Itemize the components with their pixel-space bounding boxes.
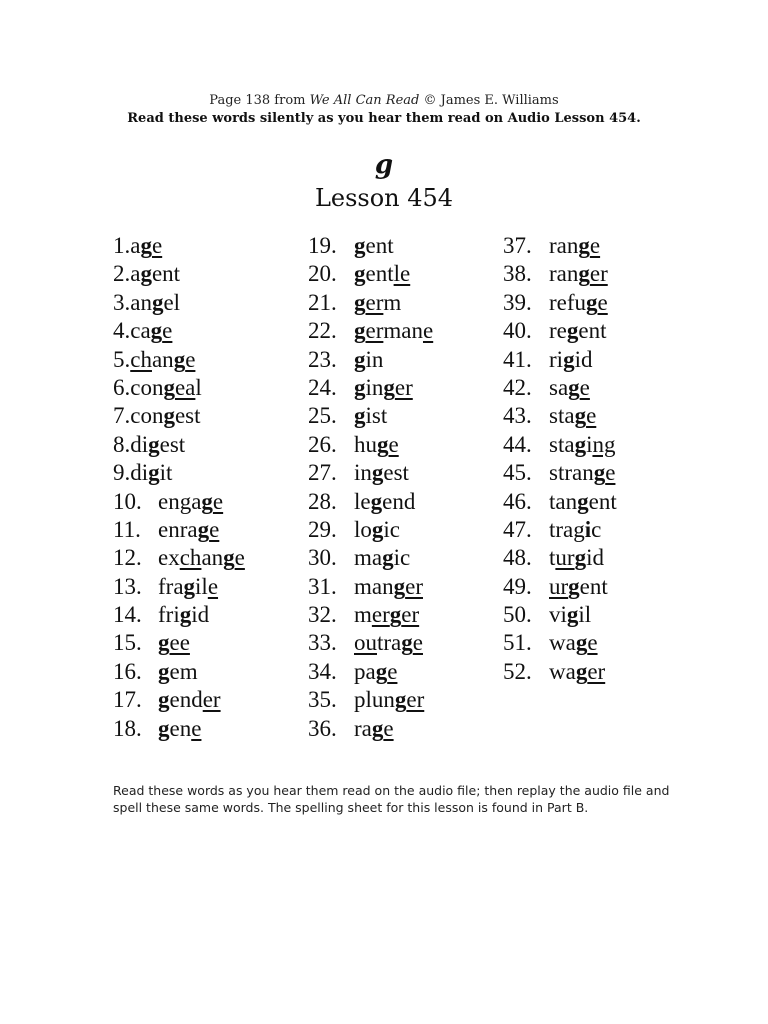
- item-number: 25.: [308, 403, 337, 429]
- item-number: 20.: [308, 261, 337, 287]
- word-text: angel: [130, 289, 181, 315]
- item-number: 38.: [503, 261, 532, 287]
- word-text: stage: [549, 403, 597, 429]
- copyright-notice: © James E. Williams: [419, 93, 559, 108]
- word-text: gentle: [354, 261, 411, 287]
- item-number: 14.: [113, 602, 142, 628]
- item-number: 33.: [308, 630, 337, 656]
- word-list-item: [308, 402, 433, 430]
- word-list-item: [308, 232, 433, 260]
- word-list-item: [113, 715, 245, 743]
- item-number: 37.: [503, 233, 532, 258]
- item-number: 5.: [113, 346, 131, 372]
- item-number: 27.: [308, 460, 337, 486]
- item-number: 18.: [113, 715, 142, 741]
- word-list-item: [113, 260, 245, 288]
- word-text: frigid: [158, 602, 210, 628]
- word-list-item: [308, 317, 433, 345]
- word-text: wage: [549, 630, 598, 656]
- item-number: 12.: [113, 545, 142, 571]
- item-number: 43.: [503, 403, 532, 429]
- word-text: cage: [130, 318, 173, 344]
- word-list-item: [308, 289, 433, 317]
- word-text: ranger: [549, 261, 608, 287]
- word-text: range: [549, 233, 601, 258]
- word-list-item: [113, 431, 245, 459]
- word-text: urgent: [549, 573, 608, 599]
- word-list-item: [308, 346, 433, 374]
- word-text: tragic: [549, 516, 602, 542]
- word-column-2: [308, 232, 433, 743]
- word-text: merger: [354, 602, 420, 628]
- item-number: 52.: [503, 658, 532, 684]
- item-number: 17.: [113, 687, 142, 713]
- word-list-item: [503, 402, 617, 430]
- item-number: 47.: [503, 516, 532, 542]
- book-title: We All Can Read: [309, 93, 420, 108]
- word-list-item: [113, 289, 245, 317]
- word-list-item: [503, 260, 617, 288]
- item-number: 26.: [308, 431, 337, 457]
- source-prefix: Page 138 from: [209, 93, 310, 108]
- word-list-item: [308, 431, 433, 459]
- word-list-item: [503, 629, 617, 657]
- word-list-item: [308, 374, 433, 402]
- item-number: 19.: [308, 233, 337, 258]
- word-text: magic: [354, 545, 411, 571]
- word-list-item: [503, 289, 617, 317]
- footer-note: Read these words as you hear them read on the audio file; then replay the audio file and spell these same words. The spelling sheet for this lesson is found in Part B.: [113, 783, 670, 815]
- word-list-item: [308, 459, 433, 487]
- word-list-item: [308, 601, 433, 629]
- word-list-item: [503, 431, 617, 459]
- item-number: 16.: [113, 658, 142, 684]
- item-number: 40.: [503, 318, 532, 344]
- word-list-item: [113, 232, 245, 260]
- word-text: exchange: [158, 545, 245, 571]
- word-list-item: [503, 573, 617, 601]
- word-text: gin: [354, 346, 384, 372]
- word-list-item: [113, 516, 245, 544]
- word-text: wager: [549, 658, 606, 684]
- item-number: 45.: [503, 460, 532, 486]
- item-number: 31.: [308, 573, 337, 599]
- item-number: 22.: [308, 318, 337, 344]
- word-list-item: [308, 686, 433, 714]
- word-text: rigid: [549, 346, 593, 372]
- word-list-item: [113, 544, 245, 572]
- word-text: ginger: [354, 374, 413, 400]
- word-text: digit: [130, 460, 173, 486]
- instruction-text: Read these words silently as you hear them read on Audio Lesson 454.: [127, 111, 641, 126]
- word-list-item: [113, 402, 245, 430]
- word-text: gee: [158, 630, 190, 656]
- word-text: turgid: [549, 545, 604, 571]
- word-list-item: [113, 629, 245, 657]
- word-list-item: [308, 658, 433, 686]
- word-text: refuge: [549, 289, 608, 315]
- word-list-item: [503, 232, 617, 260]
- word-list-item: [113, 601, 245, 629]
- word-text: gene: [158, 715, 202, 741]
- item-number: 6.: [113, 374, 131, 400]
- word-text: outrage: [354, 630, 423, 656]
- lesson-letter: g: [374, 150, 394, 180]
- word-text: digest: [130, 431, 186, 457]
- word-list-item: [113, 374, 245, 402]
- word-column-3: [503, 232, 617, 686]
- word-text: age: [130, 233, 163, 258]
- item-number: 8.: [113, 431, 131, 457]
- word-list-item: [503, 601, 617, 629]
- word-list-item: [308, 260, 433, 288]
- item-number: 32.: [308, 602, 337, 628]
- word-text: legend: [354, 488, 416, 514]
- item-number: 44.: [503, 431, 532, 457]
- word-text: tangent: [549, 488, 617, 514]
- item-number: 49.: [503, 573, 532, 599]
- word-text: regent: [549, 318, 607, 344]
- item-number: 46.: [503, 488, 532, 514]
- word-list-item: [308, 573, 433, 601]
- word-text: fragile: [158, 573, 219, 599]
- word-text: change: [130, 346, 196, 372]
- item-number: 39.: [503, 289, 532, 315]
- item-number: 41.: [503, 346, 532, 372]
- word-list-item: [113, 488, 245, 516]
- item-number: 7.: [113, 403, 131, 429]
- word-text: rage: [354, 715, 394, 741]
- item-number: 3.: [113, 289, 131, 315]
- word-list-item: [113, 573, 245, 601]
- item-number: 28.: [308, 488, 337, 514]
- word-text: vigil: [549, 602, 592, 628]
- word-list-item: [503, 658, 617, 686]
- item-number: 51.: [503, 630, 532, 656]
- lesson-title: Lesson 454: [314, 184, 454, 212]
- word-text: manger: [354, 573, 423, 599]
- item-number: 9.: [113, 460, 131, 486]
- word-column-1: [113, 232, 245, 743]
- word-list-item: [503, 317, 617, 345]
- word-list-item: [113, 346, 245, 374]
- word-text: gent: [354, 233, 394, 258]
- item-number: 21.: [308, 289, 337, 315]
- item-number: 11.: [113, 516, 141, 542]
- item-number: 2.: [113, 261, 131, 287]
- word-text: plunger: [354, 687, 425, 713]
- word-list-item: [308, 544, 433, 572]
- word-list-item: [113, 459, 245, 487]
- item-number: 36.: [308, 715, 337, 741]
- word-list-item: [113, 658, 245, 686]
- word-list-item: [308, 488, 433, 516]
- item-number: 15.: [113, 630, 142, 656]
- word-list-item: [308, 516, 433, 544]
- source-credit: [0, 93, 768, 108]
- word-text: congest: [130, 403, 201, 429]
- word-list-item: [503, 544, 617, 572]
- item-number: 35.: [308, 687, 337, 713]
- word-text: page: [354, 658, 398, 684]
- item-number: 10.: [113, 488, 142, 514]
- word-text: engage: [158, 488, 224, 514]
- item-number: 30.: [308, 545, 337, 571]
- item-number: 42.: [503, 374, 532, 400]
- word-text: germane: [354, 318, 434, 344]
- word-list-item: [503, 459, 617, 487]
- word-list-item: [503, 374, 617, 402]
- word-text: agent: [130, 261, 181, 287]
- word-list-item: [113, 686, 245, 714]
- item-number: 50.: [503, 602, 532, 628]
- word-text: ingest: [354, 460, 409, 486]
- word-list-item: [503, 346, 617, 374]
- word-text: logic: [354, 516, 400, 542]
- word-list-item: [113, 317, 245, 345]
- word-text: sage: [549, 374, 590, 400]
- item-number: 29.: [308, 516, 337, 542]
- item-number: 4.: [113, 318, 131, 344]
- item-number: 34.: [308, 658, 337, 684]
- word-text: staging: [549, 431, 616, 457]
- word-text: congeal: [130, 374, 202, 400]
- word-text: huge: [354, 431, 399, 457]
- word-text: strange: [549, 460, 616, 486]
- word-text: gender: [158, 687, 221, 713]
- word-list-item: [308, 629, 433, 657]
- word-text: germ: [354, 289, 402, 315]
- item-number: 13.: [113, 573, 142, 599]
- word-text: enrage: [158, 516, 220, 542]
- word-list-item: [503, 516, 617, 544]
- item-number: 1.: [113, 233, 131, 258]
- item-number: 48.: [503, 545, 532, 571]
- item-number: 24.: [308, 374, 337, 400]
- word-list-item: [308, 715, 433, 743]
- word-list-item: [503, 488, 617, 516]
- item-number: 23.: [308, 346, 337, 372]
- word-text: gem: [158, 658, 198, 684]
- word-text: gist: [354, 403, 388, 429]
